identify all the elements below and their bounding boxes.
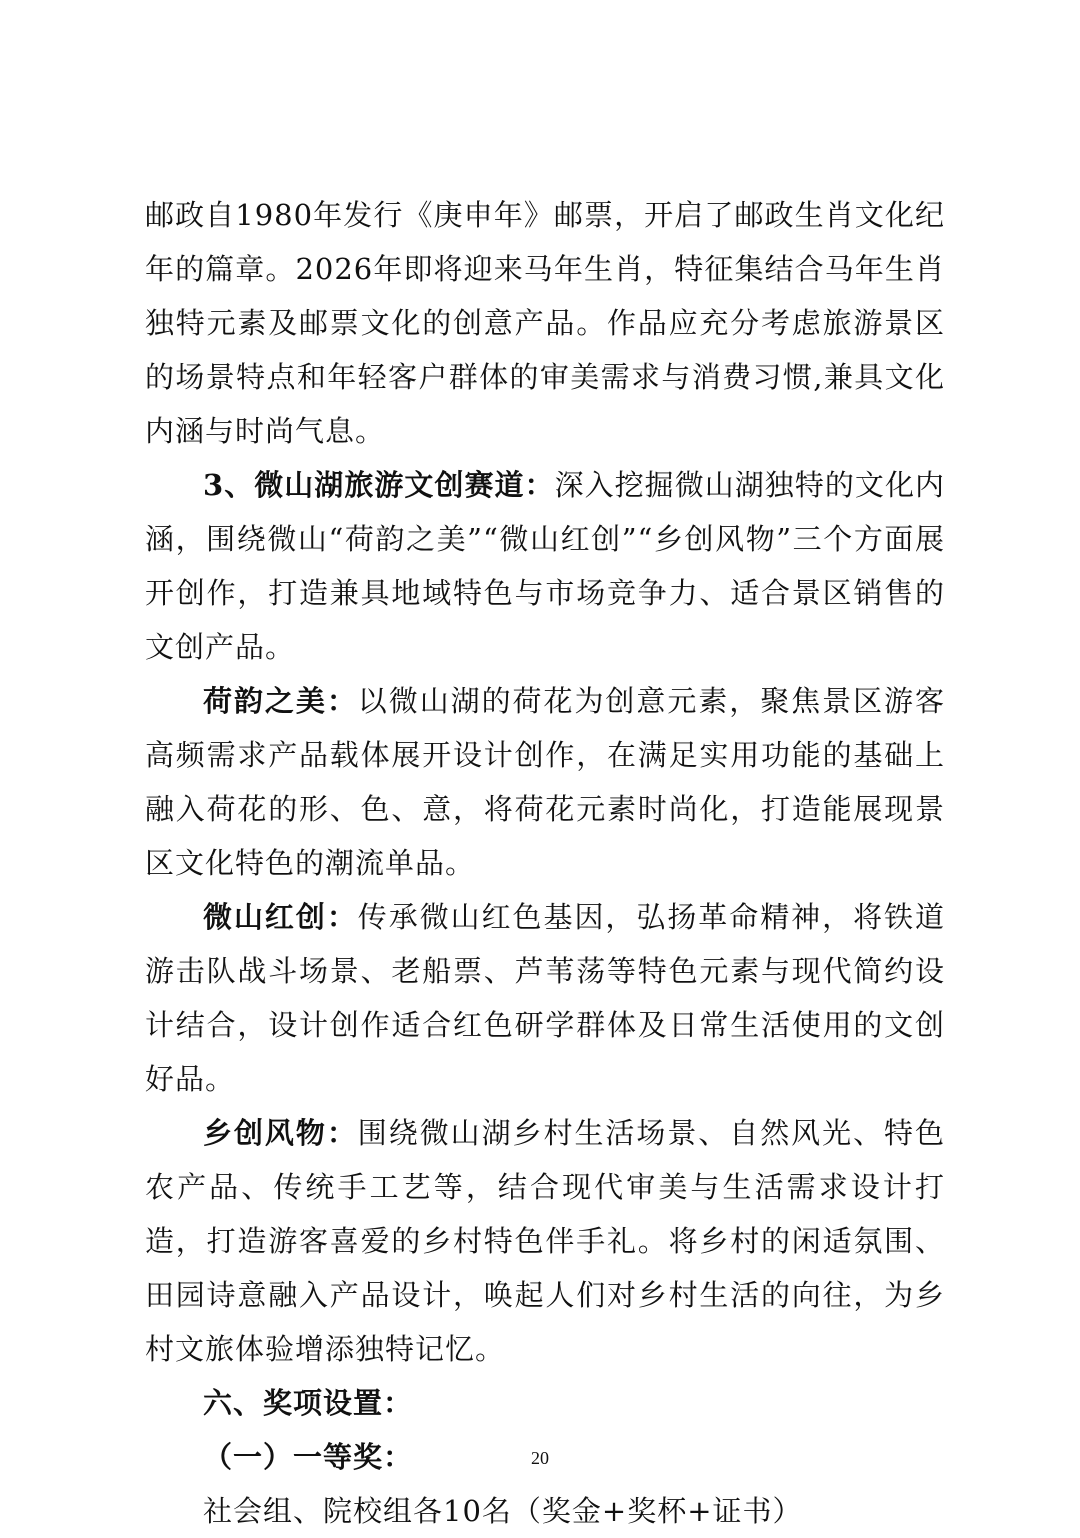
- paragraph-lotus: [145, 674, 945, 890]
- paragraph-lead: 乡创风物：: [203, 1116, 358, 1150]
- paragraph-red-creative: [145, 890, 945, 1106]
- paragraph-lead: 微山红创：: [203, 900, 358, 934]
- paragraph-text: 以微山湖的荷花为创意元素，聚焦景区游客高频需求产品载体展开设计创作，在满足实用功能的基础上融入荷花的形、色、意，将荷花元素时尚化，打造能展现景区文化特色的潮流单品。: [145, 684, 945, 880]
- document-body: [145, 188, 945, 1538]
- paragraph-rural-creative: [145, 1106, 945, 1376]
- paragraph-lead: 荷韵之美：: [203, 684, 358, 718]
- award-text: 社会组、院校组各10名（奖金+奖杯+证书）: [203, 1494, 803, 1528]
- section-heading: 六、奖项设置：: [203, 1386, 414, 1420]
- paragraph-weishan-track: [145, 458, 945, 674]
- paragraph-text: 传承微山红色基因，弘扬革命精神，将铁道游击队战斗场景、老船票、芦苇荡等特色元素与现代简约设计结合，设计创作适合红色研学群体及日常生活使用的文创好品。: [145, 900, 945, 1096]
- paragraph-lead: 3、微山湖旅游文创赛道：: [203, 468, 555, 502]
- paragraph-postal-intro: [145, 188, 945, 458]
- paragraph-text: 深入挖掘微山湖独特的文化内涵，围绕微山“荷韵之美”“微山红创”“乡创风物”三个方面展开创作，打造兼具地域特色与市场竞争力、适合景区销售的文创产品。: [145, 468, 945, 664]
- paragraph-text: 邮政自1980年发行《庚申年》邮票，开启了邮政生肖文化纪年的篇章。2026年即将迎来马年生肖，特征集结合马年生肖独特元素及邮票文化的创意产品。作品应充分考虑旅游景区的场景特点和年轻客户群体的审美需求与消费习惯,兼具文化内涵与时尚气息。: [145, 198, 945, 448]
- sub-heading: （一）一等奖：: [203, 1440, 414, 1474]
- paragraph-text: 围绕微山湖乡村生活场景、自然风光、特色农产品、传统手工艺等，结合现代审美与生活需求设计打造，打造游客喜爱的乡村特色伴手礼。将乡村的闲适氛围、田园诗意融入产品设计，唤起人们对乡村生活的向往，为乡村文旅体验增添独特记忆。: [145, 1116, 945, 1366]
- page-number: 20: [531, 1448, 549, 1468]
